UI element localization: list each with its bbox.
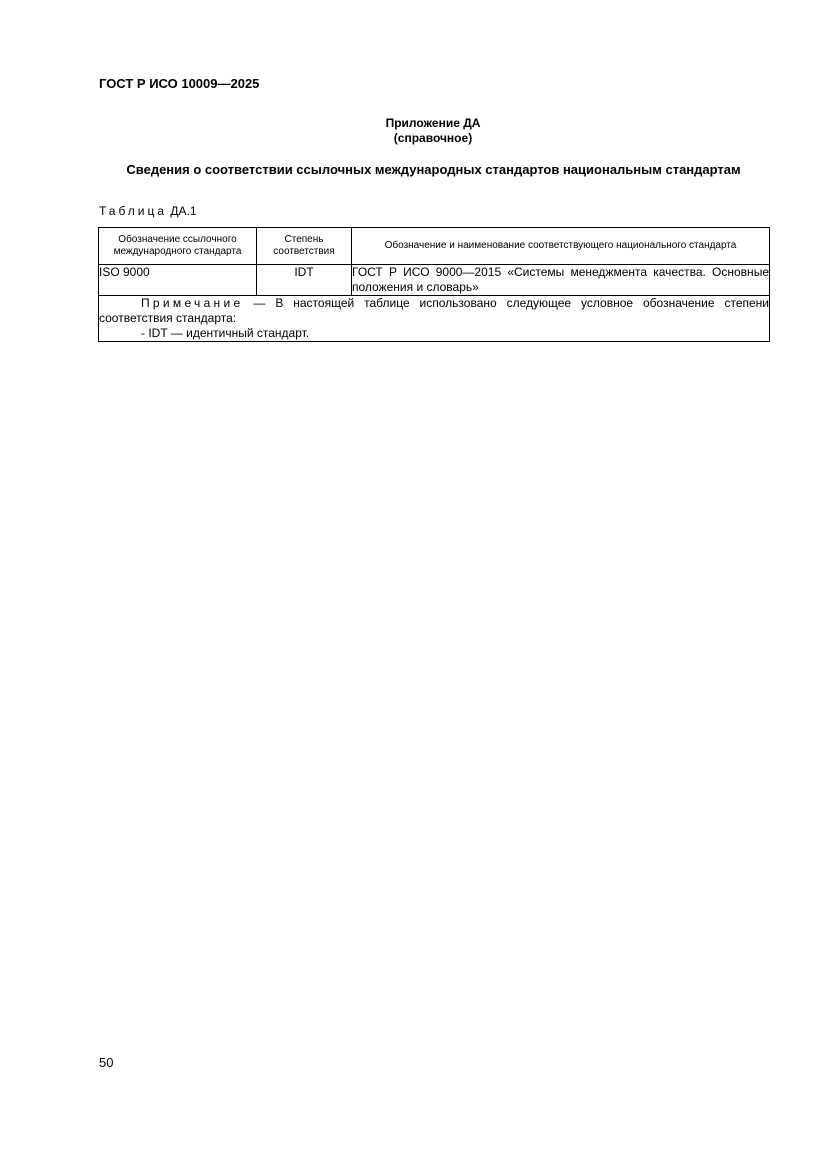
document-code: ГОСТ Р ИСО 10009—2025 bbox=[99, 76, 260, 91]
note-list-item: - IDT — идентичный стандарт. bbox=[141, 326, 310, 340]
correspondence-table bbox=[98, 227, 770, 342]
note-body: — В настоящей таблице использовано следующее условное обозначение степени соответствия стандарта: bbox=[99, 296, 769, 325]
table-header-row bbox=[99, 228, 770, 265]
table-caption-number: ДА.1 bbox=[170, 204, 197, 218]
table-caption bbox=[99, 204, 197, 218]
table-row bbox=[99, 265, 770, 296]
annex-subtitle: (справочное) bbox=[393, 131, 473, 145]
table-note-row bbox=[99, 296, 770, 342]
table-caption-word: Таблица bbox=[99, 204, 168, 218]
annex-title: Приложение ДА bbox=[385, 116, 481, 130]
cell-intl-standard: ISO 9000 bbox=[99, 265, 257, 296]
column-header-intl-standard: Обозначение ссылочного международного стандарта bbox=[99, 228, 257, 265]
cell-national-standard: ГОСТ Р ИСО 9000—2015 «Системы менеджмента качества. Основные положения и словарь» bbox=[352, 265, 769, 294]
column-header-degree: Степень соответствия bbox=[257, 228, 352, 265]
note-text bbox=[99, 296, 769, 326]
annex-heading: Сведения о соответствии ссылочных международных стандартов национальным стандартам bbox=[126, 162, 741, 177]
page-number: 50 bbox=[99, 1055, 114, 1070]
column-header-national-standard: Обозначение и наименование соответствующего национального стандарта bbox=[352, 228, 770, 265]
note-label: Примечание bbox=[141, 296, 244, 310]
cell-degree: IDT bbox=[257, 265, 352, 296]
table-note bbox=[99, 296, 770, 342]
